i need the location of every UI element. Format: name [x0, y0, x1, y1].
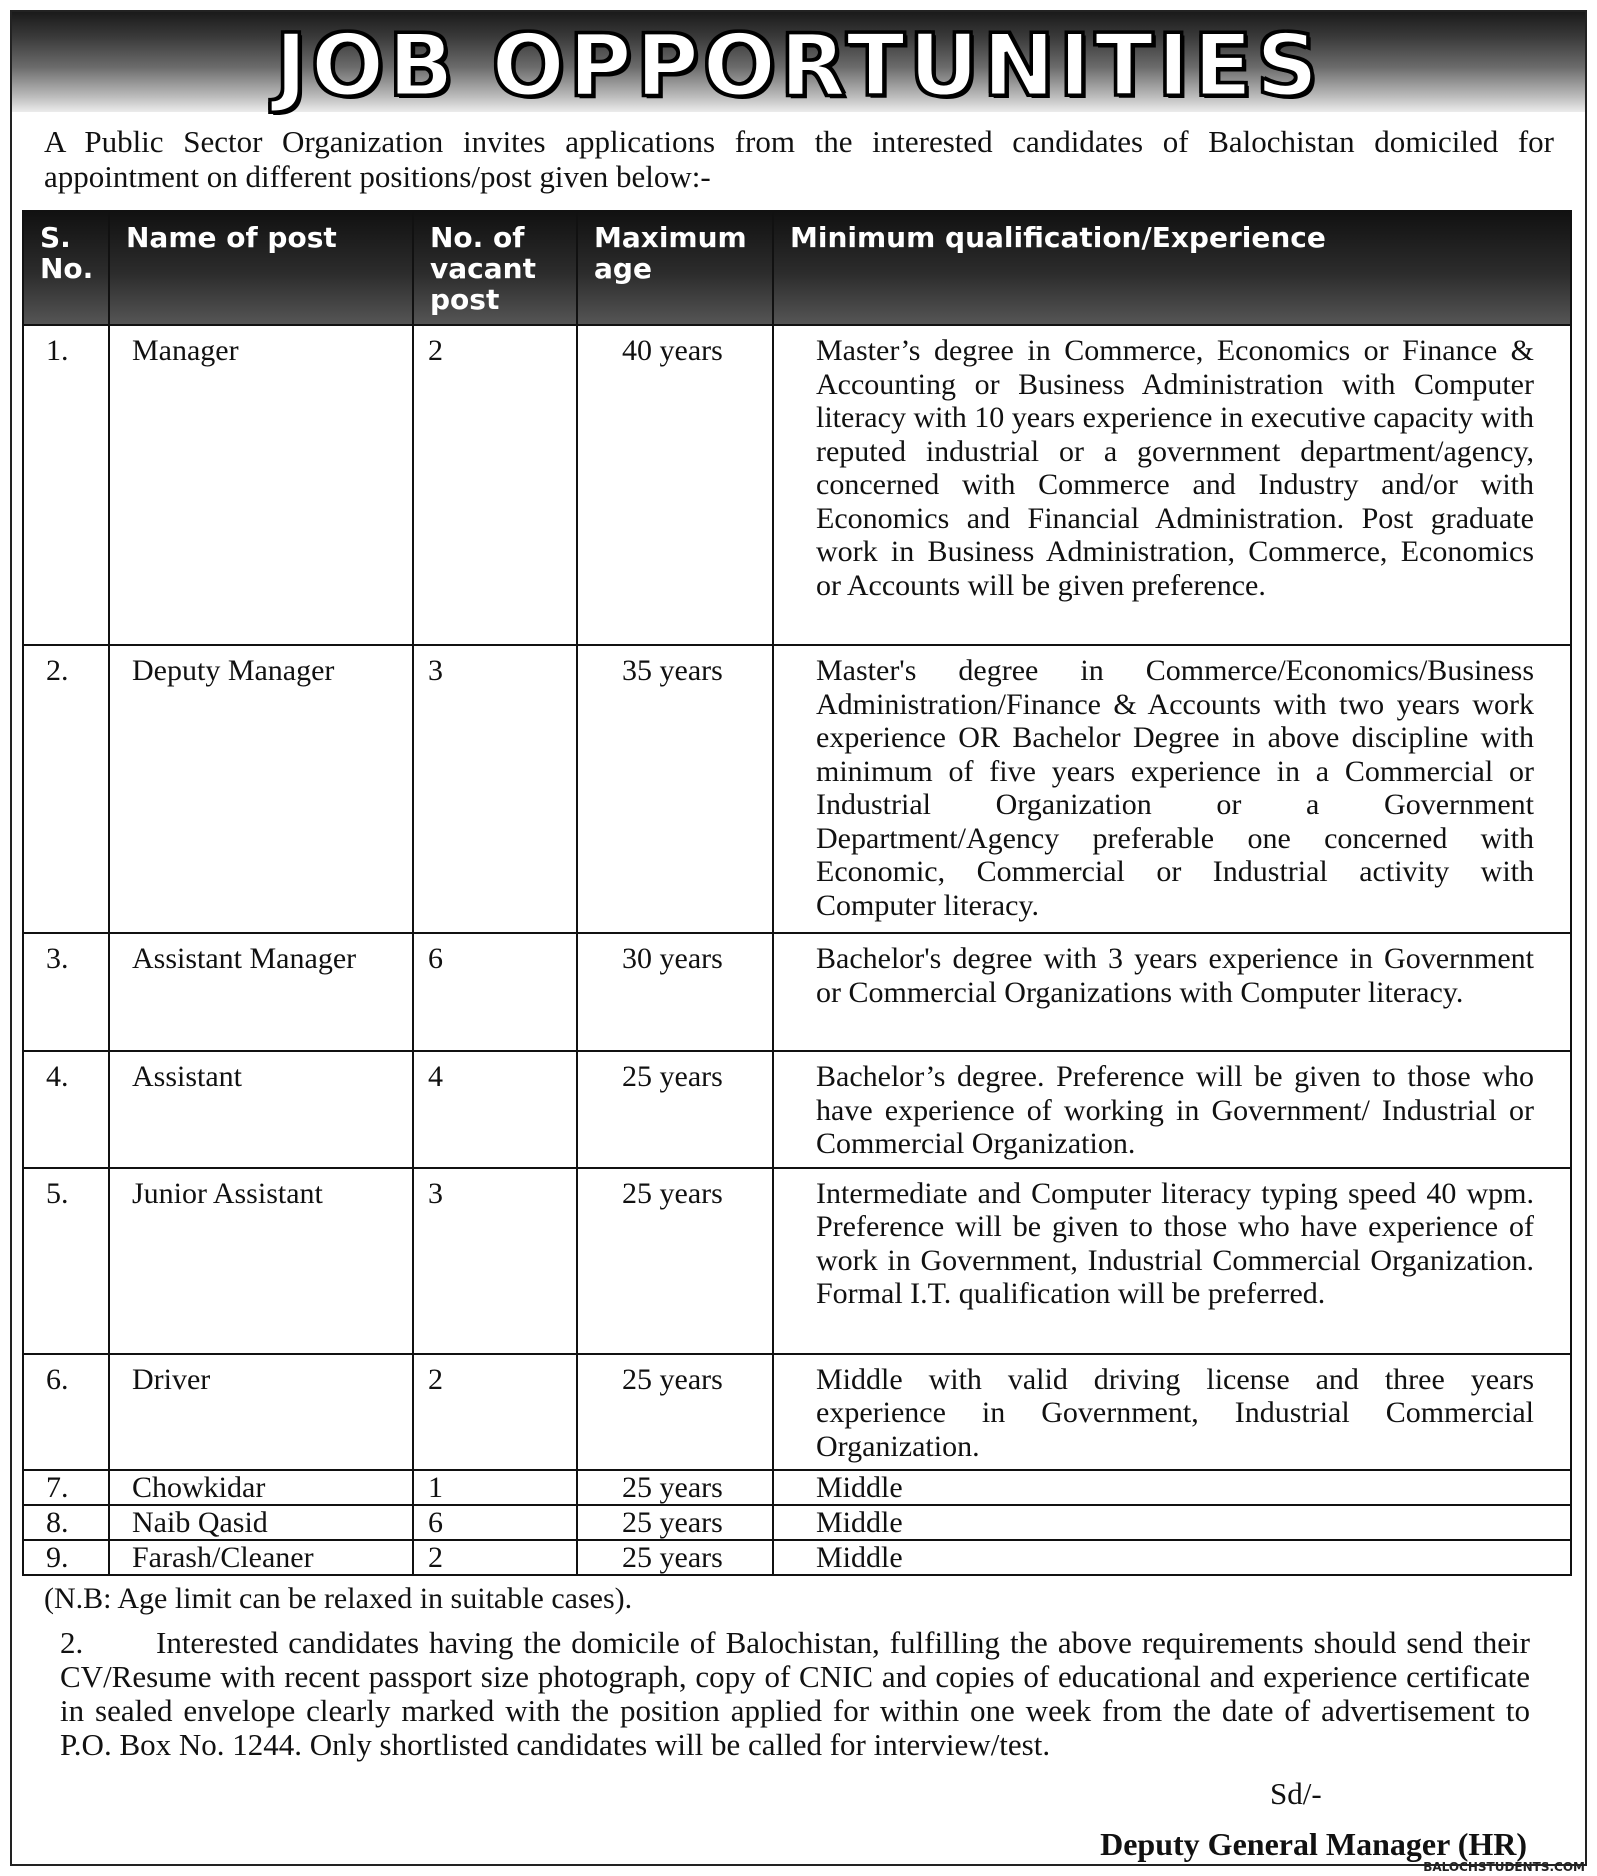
cell-post-name: Naib Qasid [109, 1505, 413, 1540]
cell-qualification: Master’s degree in Commerce, Economics or Finance & Accounting or Business Administration with Computer literacy with 10 years experience in executive capacity with reputed industrial or a government department/agency, concerned with Commerce and Industry and/or with Economics and Financial Administration. Post graduate work in Business Administration, Commerce, Economics or Accounts will be given preference. [773, 325, 1571, 645]
cell-age: 25 years [577, 1051, 773, 1168]
cell-age: 25 years [577, 1168, 773, 1354]
cell-vacant: 4 [413, 1051, 577, 1168]
table-row [23, 1470, 1571, 1505]
header-age: Maximum age [577, 211, 773, 325]
cell-vacant: 1 [413, 1470, 577, 1505]
cell-sno: 6. [23, 1354, 109, 1471]
page-title: JOB OPPORTUNITIES [274, 16, 1323, 116]
cell-qualification: Bachelor's degree with 3 years experience in Government or Commercial Organizations with Computer literacy. [773, 933, 1571, 1051]
sd-mark: Sd/- [1270, 1776, 1322, 1811]
cell-age: 25 years [577, 1354, 773, 1471]
table-row [23, 1168, 1571, 1354]
cell-sno: 1. [23, 325, 109, 645]
age-limit-note: (N.B: Age limit can be relaxed in suitable cases). [44, 1582, 633, 1615]
cell-qualification: Middle [773, 1470, 1571, 1505]
cell-vacant: 6 [413, 933, 577, 1051]
title-banner [12, 12, 1585, 116]
table-header-row [23, 211, 1571, 325]
cell-age: 30 years [577, 933, 773, 1051]
cell-qualification: Middle [773, 1540, 1571, 1575]
cell-sno: 8. [23, 1505, 109, 1540]
cell-post-name: Assistant Manager [109, 933, 413, 1051]
paragraph-text: Interested candidates having the domicile of Balochistan, fulfilling the above requirements should send their CV/Resume with recent passport size photograph, copy of CNIC and copies of educational and experience certificate in sealed envelope clearly marked with the position applied for within one week from the date of advertisement to P.O. Box No. 1244. Only shortlisted candidates will be called for interview/test. [60, 1625, 1530, 1762]
header-sno: S. No. [23, 211, 109, 325]
cell-qualification: Middle [773, 1505, 1571, 1540]
cell-post-name: Deputy Manager [109, 645, 413, 933]
table-row [23, 325, 1571, 645]
cell-sno: 3. [23, 933, 109, 1051]
cell-vacant: 3 [413, 645, 577, 933]
cell-sno: 2. [23, 645, 109, 933]
table-row [23, 1540, 1571, 1575]
table-row [23, 645, 1571, 933]
cell-post-name: Assistant [109, 1051, 413, 1168]
cell-qualification: Master's degree in Commerce/Economics/Business Administration/Finance & Accounts with two years work experience OR Bachelor Degree in above discipline with minimum of five years experience in a Commercial or Industrial Organization or a Government Department/Agency preferable one concerned with Economic, Commercial or Industrial activity with Computer literacy. [773, 645, 1571, 933]
cell-age: 25 years [577, 1470, 773, 1505]
cell-vacant: 2 [413, 1540, 577, 1575]
cell-post-name: Junior Assistant [109, 1168, 413, 1354]
paragraph-number: 2. [60, 1625, 84, 1660]
cell-sno: 9. [23, 1540, 109, 1575]
cell-vacant: 2 [413, 325, 577, 645]
posts-table [22, 210, 1572, 1576]
cell-age: 25 years [577, 1540, 773, 1575]
cell-vacant: 2 [413, 1354, 577, 1471]
cell-post-name: Manager [109, 325, 413, 645]
instructions-paragraph [60, 1626, 1530, 1762]
cell-vacant: 6 [413, 1505, 577, 1540]
cell-sno: 4. [23, 1051, 109, 1168]
table-row [23, 1354, 1571, 1471]
cell-sno: 7. [23, 1470, 109, 1505]
cell-post-name: Farash/Cleaner [109, 1540, 413, 1575]
table-row [23, 1505, 1571, 1540]
cell-post-name: Chowkidar [109, 1470, 413, 1505]
cell-age: 35 years [577, 645, 773, 933]
intro-text: A Public Sector Organization invites applications from the interested candidates of Balochistan domiciled for appointment on different positions/post given below:- [44, 124, 1554, 194]
header-name: Name of post [109, 211, 413, 325]
cell-qualification: Intermediate and Computer literacy typing speed 40 wpm. Preference will be given to those who have experience of work in Government, Industrial Commercial Organization. Formal I.T. qualification will be preferred. [773, 1168, 1571, 1354]
table-row [23, 1051, 1571, 1168]
header-qualification: Minimum qualification/Experience [773, 211, 1571, 325]
signatory: Deputy General Manager (HR) [1100, 1826, 1527, 1862]
cell-qualification: Middle with valid driving license and three years experience in Government, Industrial Commercial Organization. [773, 1354, 1571, 1471]
cell-age: 40 years [577, 325, 773, 645]
cell-sno: 5. [23, 1168, 109, 1354]
header-vacant: No. of vacant post [413, 211, 577, 325]
cell-qualification: Bachelor’s degree. Preference will be given to those who have experience of working in Government/ Industrial or Commercial Organization. [773, 1051, 1571, 1168]
cell-post-name: Driver [109, 1354, 413, 1471]
cell-vacant: 3 [413, 1168, 577, 1354]
watermark: BALOCHSTUDENTS.COM [1423, 1860, 1585, 1874]
cell-age: 25 years [577, 1505, 773, 1540]
table-row [23, 933, 1571, 1051]
